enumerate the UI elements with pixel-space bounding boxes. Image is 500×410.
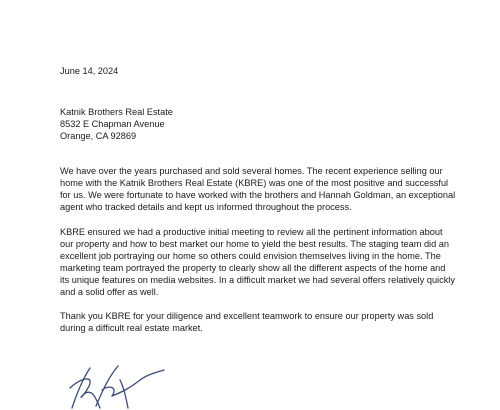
recipient-city: Orange, CA 92869 <box>60 131 137 141</box>
body-paragraph-1: We have over the years purchased and sold several homes. The recent experience selling our home with the Katnik Brothers Real Estate (KBRE) was one of the most positive and successful for us. We were fortunate to have worked with the brothers and Hannah Goldman, an exceptional agent who tracked details and kept us informed throughout the process. <box>60 166 456 212</box>
recipient-name: Katnik Brothers Real Estate <box>60 107 173 117</box>
handwritten-signature <box>66 358 166 410</box>
body-paragraph-3: Thank you KBRE for your diligence and excellent teamwork to ensure our property was sold during a difficult real estate market. <box>60 311 434 333</box>
recipient-address <box>60 106 173 142</box>
recipient-street: 8532 E Chapman Avenue <box>60 119 165 129</box>
signature-strokes <box>70 366 164 408</box>
letter-date: June 14, 2024 <box>60 66 119 76</box>
body-paragraph-2: KBRE ensured we had a productive initial meeting to review all the pertinent information about our property and how to best market our home to yield the best results. The staging team did an excellent job portraying our home so others could envision themselves living in the home. The marketing team portrayed the property to clearly show all the different aspects of the home and its unique features on media websites. In a difficult market we had several offers relatively quickly and a solid offer as well. <box>60 227 455 297</box>
